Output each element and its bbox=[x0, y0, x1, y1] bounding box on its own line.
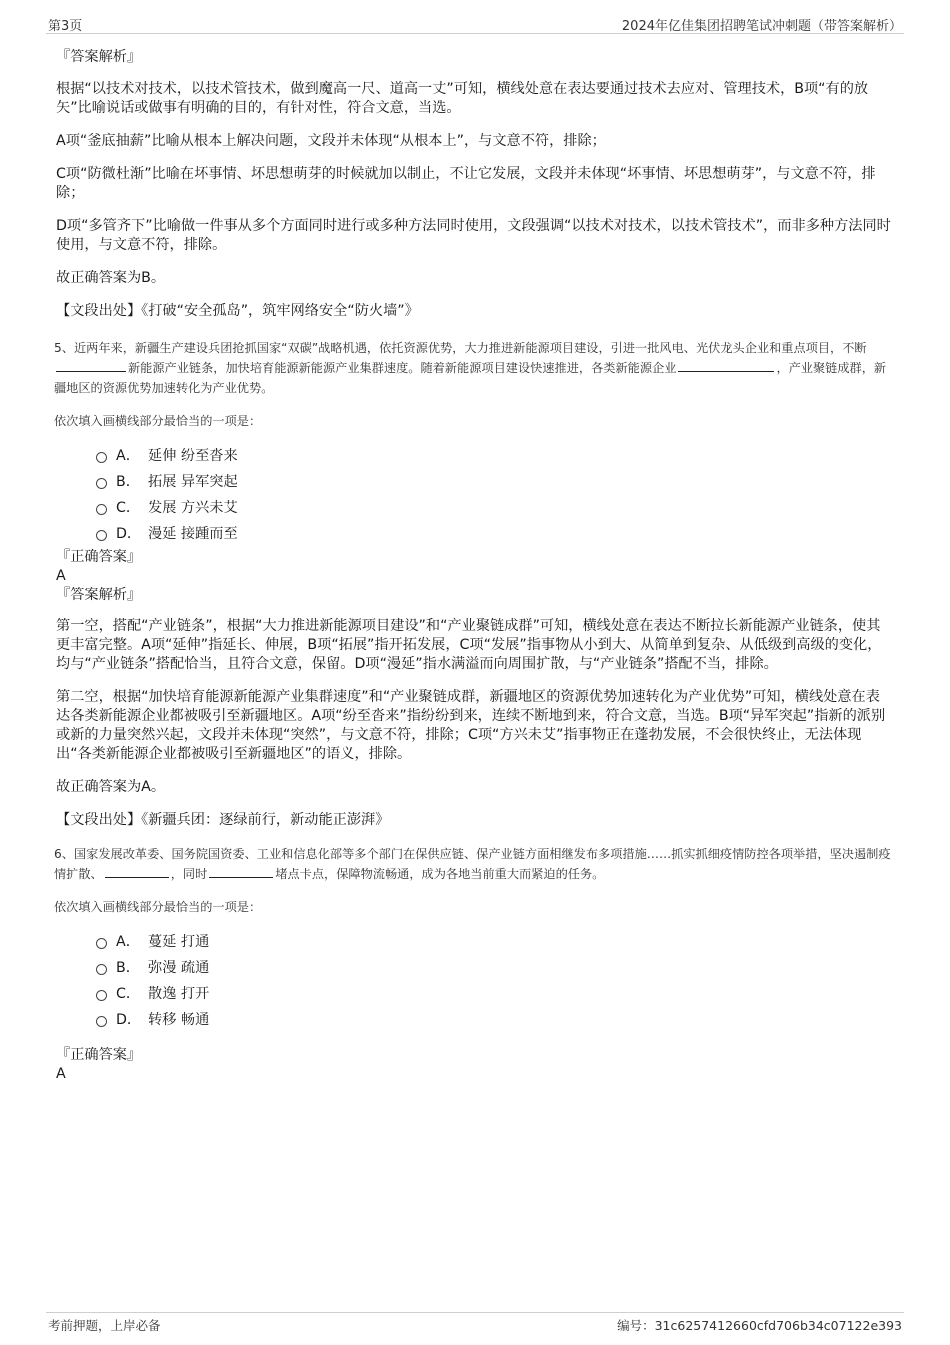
radio-icon[interactable] bbox=[96, 938, 107, 949]
q5-analysis-label: 『答案解析』 bbox=[56, 587, 142, 603]
q6-option-a[interactable]: A． 蔓延 打通 bbox=[96, 928, 892, 954]
q4-analysis-para-2: A项“釜底抽薪”比喻从根本上解决问题，文段并未体现“从根本上”，与文意不符，排除； bbox=[56, 133, 606, 149]
q4-conclusion: 故正确答案为B。 bbox=[56, 270, 166, 286]
q5-analysis-para-1: 第一空，搭配“产业链条”，根据“大力推进新能源项目建设”和“产业聚链成群”可知，横线处意在表达不断拉长新能源产业链条，使其更丰富完整。A项“延伸”指延长、伸展，B项“拓展”指开拓发展，C项“发展”指事物从小到大、从简单到复杂、从低级到高级的变化，均与“产业链条”搭配恰当，且符合文意，保留。D项“漫延”指水满溢而向周围扩散，与“产业链条”搭配不当，排除。 bbox=[56, 618, 882, 672]
document-id: 编号：31c6257412660cfd706b34c07122e393 bbox=[617, 1318, 902, 1333]
q5-correct-label: 『正确答案』 bbox=[56, 549, 142, 565]
q5-option-c[interactable]: C． 发展 方兴未艾 bbox=[96, 494, 892, 520]
q6-correct-label: 『正确答案』 bbox=[56, 1047, 142, 1063]
radio-icon[interactable] bbox=[96, 452, 107, 463]
radio-icon[interactable] bbox=[96, 1016, 107, 1027]
q6-options bbox=[96, 928, 892, 1032]
radio-icon[interactable] bbox=[96, 530, 107, 541]
q5-conclusion: 故正确答案为A。 bbox=[56, 779, 166, 795]
q6-stem: 6、国家发展改革委、国务院国资委、工业和信息化部等多个部门在保供应链、保产业链方面相继发布多项措施……抓实抓细疫情防控各项举措，坚决遏制疫情扩散、 ，同时 堵点卡点，保障物流畅通，成为各地当前重大而紧迫的任务。 bbox=[54, 847, 891, 881]
radio-icon[interactable] bbox=[96, 964, 107, 975]
q5-option-d[interactable]: D． 漫延 接踵而至 bbox=[96, 520, 892, 546]
q4-analysis-para-4: D项“多管齐下”比喻做一件事从多个方面同时进行或多种方法同时使用，文段强调“以技术对技术，以技术管技术”，而非多种方法同时使用，与文意不符，排除。 bbox=[56, 218, 891, 253]
document-content bbox=[52, 48, 892, 1084]
radio-icon[interactable] bbox=[96, 504, 107, 515]
q6-correct-answer: A bbox=[56, 1066, 66, 1082]
radio-icon[interactable] bbox=[96, 478, 107, 489]
q5-correct-answer: A bbox=[56, 568, 66, 584]
radio-icon[interactable] bbox=[96, 990, 107, 1001]
q5-blank-2 bbox=[678, 359, 774, 372]
q6-blank-1 bbox=[105, 865, 169, 878]
q6-option-d[interactable]: D． 转移 畅通 bbox=[96, 1006, 892, 1032]
q5-prompt: 依次填入画横线部分最恰当的一项是： bbox=[54, 414, 262, 428]
page-number: 第3页 bbox=[48, 19, 83, 34]
q5-option-a[interactable]: A． 延伸 纷至沓来 bbox=[96, 442, 892, 468]
q5-option-b[interactable]: B． 拓展 异军突起 bbox=[96, 468, 892, 494]
q6-blank-2 bbox=[209, 865, 273, 878]
q5-blank-1 bbox=[56, 359, 126, 372]
q5-source: 【文段出处】《新疆兵团：逐绿前行，新动能正澎湃》 bbox=[56, 812, 390, 828]
q6-prompt: 依次填入画横线部分最恰当的一项是： bbox=[54, 900, 262, 914]
q4-source: 【文段出处】《打破“安全孤岛”，筑牢网络安全“防火墙”》 bbox=[56, 303, 419, 319]
q5-analysis-para-2: 第二空，根据“加快培育能源新能源产业集群速度”和“产业聚链成群，新疆地区的资源优势加速转化为产业优势”可知，横线处意在表达各类新能源企业都被吸引至新疆地区。A项“纷至沓来”指纷纷到来，连续不断地到来，符合文意，当选。B项“异军突起”指新的派别或新的力量突然兴起，文段并未体现“突然”，与文意不符，排除；C项“方兴未艾”指事物正在蓬勃发展，不会很快终止，无法体现出“各类新能源企业都被吸引至新疆地区”的语义，排除。 bbox=[56, 689, 886, 762]
q5-options bbox=[96, 442, 892, 546]
footer-slogan: 考前押题，上岸必备 bbox=[48, 1318, 161, 1333]
page-footer bbox=[46, 1312, 904, 1335]
q6-option-c[interactable]: C． 散逸 打开 bbox=[96, 980, 892, 1006]
page-header bbox=[46, 14, 904, 34]
q6-option-b[interactable]: B． 弥漫 疏通 bbox=[96, 954, 892, 980]
q4-analysis-label: 『答案解析』 bbox=[56, 49, 142, 65]
q4-analysis-para-3: C项“防微杜渐”比喻在坏事情、坏思想萌芽的时候就加以制止，不让它发展，文段并未体现“坏事情、坏思想萌芽”，与文意不符，排除； bbox=[56, 166, 876, 201]
q5-stem: 5、近两年来，新疆生产建设兵团抢抓国家“双碳”战略机遇，依托资源优势，大力推进新能源项目建设，引进一批风电、光伏龙头企业和重点项目，不断新能源产业链条，加快培育能源新能源产业集群速度。随着新能源项目建设快速推进，各类新能源企业 ，产业聚链成群，新疆地区的资源优势加速转化为产业优势。 bbox=[54, 341, 887, 395]
q4-analysis-para-1: 根据“以技术对技术，以技术管技术，做到魔高一尺、道高一丈”可知，横线处意在表达要通过技术去应对、管理技术，B项“有的放矢”比喻说话或做事有明确的目的，有针对性，符合文意，当选。 bbox=[56, 81, 869, 116]
document-title: 2024年亿佳集团招聘笔试冲刺题（带答案解析） bbox=[621, 19, 902, 34]
